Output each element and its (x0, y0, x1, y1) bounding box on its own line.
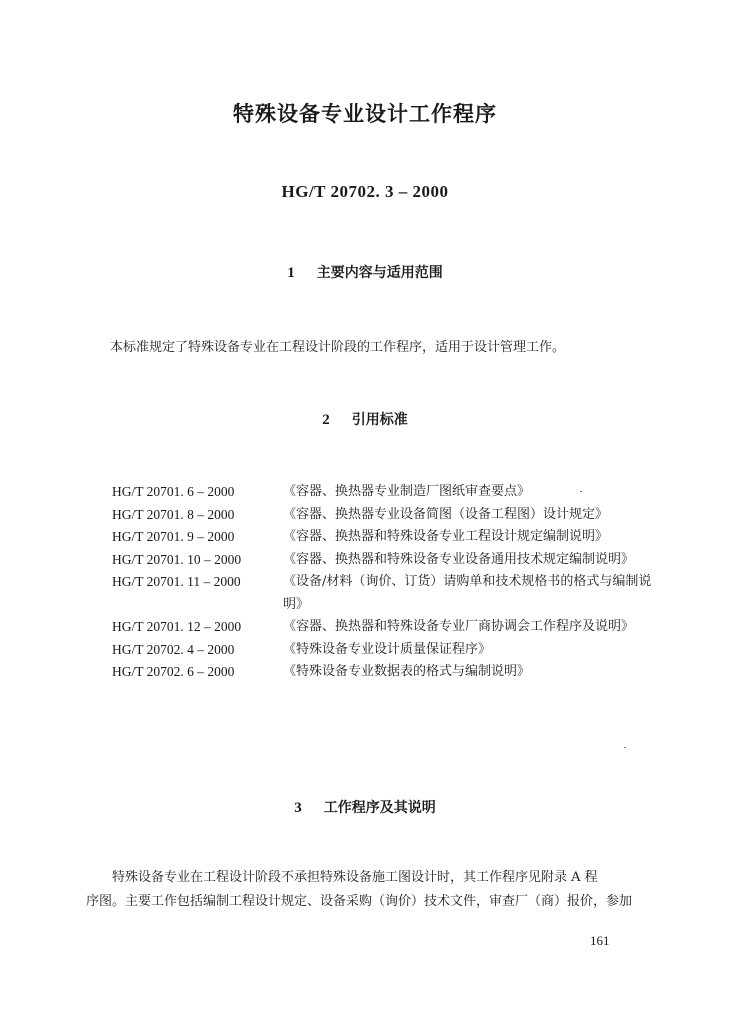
reference-code: HG/T 20701. 9 – 2000 (112, 529, 235, 544)
standard-code: HG/T 20702. 3 – 2000 (281, 182, 449, 201)
reference-title: 《容器、换热器和特殊设备专业设备通用技术规定编制说明》 (283, 551, 635, 567)
page-number: 161 (590, 933, 610, 948)
paragraph-line: 特殊设备专业在工程设计阶段不承担特殊设备施工图设计时，其工作程序见附录 A 程 (112, 870, 598, 885)
reference-title: 《特殊设备专业数据表的格式与编制说明》 (283, 664, 531, 679)
section-number: 3 (294, 800, 302, 816)
reference-item (112, 549, 672, 572)
reference-code: HG/T 20701. 11 – 2000 (112, 574, 241, 589)
section-title: 主要内容与适用范围 (316, 265, 443, 281)
section-3-paragraph (86, 866, 658, 914)
reference-item (112, 639, 672, 662)
reference-title: 《容器、换热器专业制造厂图纸审查要点》 (283, 484, 531, 499)
reference-code: HG/T 20701. 6 – 2000 (112, 484, 235, 499)
section-1-heading (0, 262, 730, 282)
reference-title: 《容器、换热器和特殊设备专业厂商协调会工作程序及说明》 (283, 619, 635, 634)
reference-item (112, 526, 672, 549)
reference-code: HG/T 20702. 6 – 2000 (112, 664, 235, 679)
reference-title: 《特殊设备专业设计质量保证程序》 (283, 641, 492, 657)
reference-code: HG/T 20701. 12 – 2000 (112, 619, 242, 634)
reference-code: HG/T 20702. 4 – 2000 (112, 641, 235, 657)
reference-item (112, 616, 672, 639)
document-title: 特殊设备专业设计工作程序 (233, 102, 497, 126)
reference-list (112, 481, 672, 684)
reference-title: 《设备/材料（询价、订货）请购单和技术规格书的格式与编制说明》 (283, 574, 652, 612)
section-title: 引用标准 (351, 412, 408, 428)
section-number: 1 (287, 265, 295, 281)
scan-speck (580, 491, 582, 492)
reference-item (112, 481, 672, 504)
reference-item (112, 571, 672, 616)
section-3-heading (0, 797, 730, 817)
section-title: 工作程序及其说明 (323, 800, 436, 816)
reference-title: 《容器、换热器和特殊设备专业工程设计规定编制说明》 (283, 529, 609, 544)
reference-code: HG/T 20701. 10 – 2000 (112, 551, 242, 567)
reference-item (112, 504, 672, 527)
scope-paragraph: 本标准规定了特殊设备专业在工程设计阶段的工作程序，适用于设计管理工作。 (110, 340, 566, 355)
scan-speck (624, 747, 626, 748)
reference-code: HG/T 20701. 8 – 2000 (112, 506, 235, 522)
section-number: 2 (322, 412, 330, 428)
reference-item (112, 661, 672, 684)
reference-title: 《容器、换热器专业设备简图（设备工程图）设计规定》 (283, 506, 609, 522)
paragraph-line: 序图。主要工作包括编制工程设计规定、设备采购（询价）技术文件，审查厂（商）报价，参加 (86, 894, 633, 909)
section-2-heading (0, 409, 730, 429)
